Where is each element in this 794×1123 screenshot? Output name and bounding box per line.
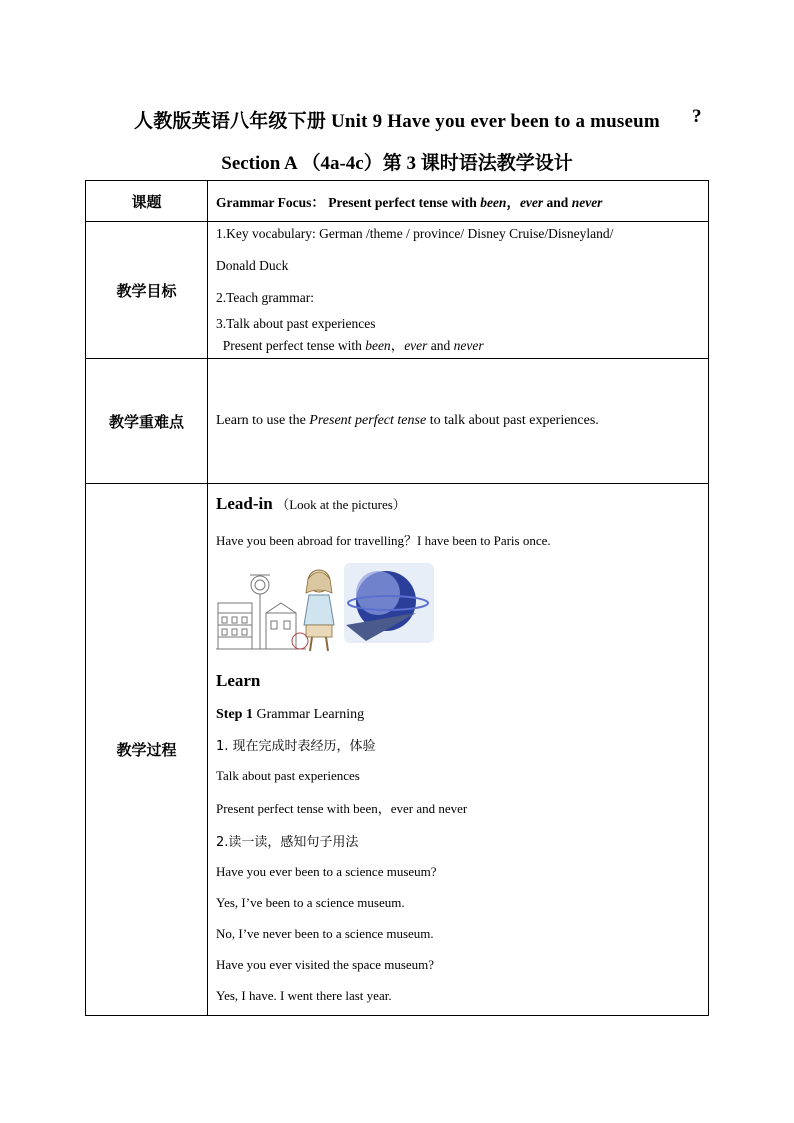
example-sentence: Have you ever been to a science museum? xyxy=(216,864,437,879)
example-sentence: No, I’ve never been to a science museum. xyxy=(216,926,434,941)
objective-line: 1.Key vocabulary: German /theme / province/ Disney Cruise/Disneyland/ xyxy=(216,226,614,241)
objective-line: Present perfect tense with been，ever and never xyxy=(216,338,484,353)
example-sentence: Have you ever visited the space museum? xyxy=(216,957,435,972)
objective-line: 2.Teach grammar: xyxy=(216,290,315,305)
learn-heading: Learn xyxy=(216,671,261,690)
girl-figure-image xyxy=(292,570,334,651)
topic-content xyxy=(208,181,709,222)
example-sentence: Yes, I’ve been to a science museum. xyxy=(216,895,405,910)
row-key-points xyxy=(86,359,709,484)
process-line: Talk about past experiences xyxy=(216,768,360,783)
lead-in-pictures xyxy=(216,563,446,653)
label-topic: 课题 xyxy=(86,181,208,222)
lead-in-question: Have you been abroad for travelling？I have been to Paris once. xyxy=(216,533,551,548)
process-line: 2.读一读，感知句子用法 xyxy=(216,835,359,850)
example-sentence: Yes, I have. I went there last year. xyxy=(216,988,392,1003)
objectives-content xyxy=(208,222,709,359)
key-points-content: Learn to use the Present perfect tense to talk about past experiences. xyxy=(208,359,709,484)
row-process xyxy=(86,484,709,1016)
title-question-mark: ? xyxy=(692,106,702,127)
step1-heading: Step 1 Grammar Learning xyxy=(216,707,365,722)
process-content xyxy=(208,484,709,1016)
label-process: 教学过程 xyxy=(86,484,208,1016)
process-line: Present perfect tense with been，ever and never xyxy=(216,801,468,816)
travel-illustration xyxy=(216,563,446,653)
space-planet-image xyxy=(344,563,434,643)
label-objectives: 教学目标 xyxy=(86,222,208,359)
grammar-focus: Grammar Focus： Present perfect tense with been，ever and never xyxy=(216,194,603,210)
document-title-line1 xyxy=(0,106,794,133)
title-text: 人教版英语八年级下册 Unit 9 Have you ever been to a museum xyxy=(134,111,660,132)
row-objectives xyxy=(86,222,709,359)
process-line: 1. 现在完成时表经历，体验 xyxy=(216,739,376,754)
lead-in-heading: Lead-in （Look at the pictures） xyxy=(216,494,406,513)
row-topic xyxy=(86,181,709,222)
label-key-points: 教学重难点 xyxy=(86,359,208,484)
lesson-plan-table xyxy=(85,180,709,1016)
objective-line: Donald Duck xyxy=(216,258,289,273)
document-title-line2: Section A （4a-4c）第 3 课时语法教学设计 xyxy=(221,153,573,174)
objective-line: 3.Talk about past experiences xyxy=(216,316,376,331)
